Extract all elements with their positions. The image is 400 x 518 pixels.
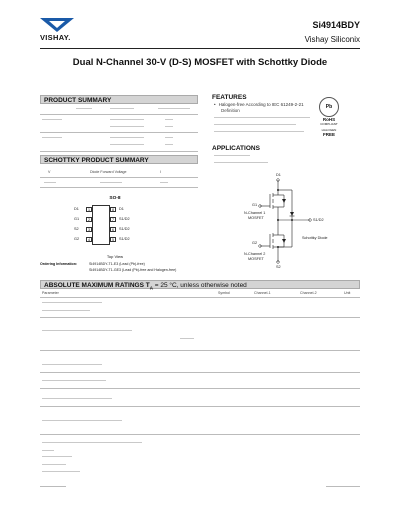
pin-4: 4 bbox=[88, 238, 90, 242]
schem-schottky: Schottky Diode bbox=[302, 236, 328, 240]
features-heading: FEATURES bbox=[212, 94, 247, 101]
page-title: Dual N-Channel 30-V (D-S) MOSFET with Schottky Diode bbox=[72, 57, 328, 68]
pin-2-label: G1 bbox=[74, 217, 80, 221]
top-view-caption: Top View bbox=[106, 254, 124, 259]
pin-3-label: S2 bbox=[74, 227, 79, 231]
schottky-summary-heading: SCHOTTKY PRODUCT SUMMARY bbox=[44, 157, 149, 164]
schem-g2: G2 bbox=[252, 241, 258, 245]
pin-6-label: S1/D2 bbox=[119, 227, 130, 231]
ordering-line-1: Si4914BDY-T1-E3 (Lead (Pb)-free) bbox=[89, 262, 145, 266]
halogen-label: HALOGEN bbox=[321, 128, 337, 132]
col-channel-2: Channel-2 bbox=[300, 291, 317, 295]
schottky-summary-bar bbox=[40, 155, 198, 164]
ordering-label: Ordering Information: bbox=[40, 262, 78, 266]
vendor-name: Vishay Siliconix bbox=[304, 35, 360, 44]
schem-d1: D1 bbox=[276, 173, 281, 177]
schem-ch1: N-Channel 1 bbox=[244, 211, 266, 215]
abs-max-ta-sub: A bbox=[149, 285, 153, 291]
schem-ch2: N-Channel 2 bbox=[244, 252, 266, 256]
header-rule bbox=[40, 48, 360, 49]
package-name: SO-8 bbox=[109, 196, 121, 201]
pin-2: 2 bbox=[88, 218, 90, 222]
vishay-logo-icon bbox=[40, 18, 74, 32]
pin-5: 5 bbox=[112, 238, 114, 242]
abs-max-heading: ABSOLUTE MAXIMUM RATINGS bbox=[44, 282, 144, 289]
col-unit: Unit bbox=[344, 291, 351, 295]
col-parameter: Parameter bbox=[42, 291, 59, 295]
schem-ch1-b: MOSFET bbox=[248, 216, 264, 220]
part-number: Si4914BDY bbox=[312, 20, 360, 30]
rohs-badge bbox=[318, 97, 340, 137]
free-label: FREE bbox=[322, 132, 335, 137]
col-symbol: Symbol bbox=[218, 291, 230, 295]
abs-max-bar bbox=[40, 280, 360, 289]
pin-4-label: G2 bbox=[74, 237, 80, 241]
pin-1: 1 bbox=[88, 208, 90, 212]
feature-item-halogen: • Halogen-free According to IEC 61249-2-21 bbox=[214, 102, 304, 107]
schottky-col-if: I bbox=[160, 170, 161, 174]
schem-s1d2: S1/D2 bbox=[313, 218, 324, 222]
pin-7: 7 bbox=[112, 218, 114, 222]
applications-heading: APPLICATIONS bbox=[212, 145, 260, 152]
schottky-col-forward: Diode Forward Voltage bbox=[90, 170, 127, 174]
pin-7-label: S1/D2 bbox=[119, 217, 130, 221]
pin-8: 8 bbox=[112, 208, 114, 212]
abs-max-table-body bbox=[40, 298, 360, 483]
schem-ch2-b: MOSFET bbox=[248, 257, 264, 261]
logo-text: VISHAY. bbox=[40, 33, 71, 42]
pb-free-icon: Pb bbox=[319, 97, 339, 117]
product-summary-bar bbox=[40, 95, 198, 104]
schem-s2: S2 bbox=[276, 265, 281, 269]
ordering-line-2: Si4914BDY-T1-GE3 (Lead (Pb)-free and Halogen-free) bbox=[89, 268, 177, 272]
pin-1-label: D1 bbox=[74, 207, 79, 211]
schottky-col-voltage: V bbox=[48, 170, 51, 174]
pin-3: 3 bbox=[88, 228, 90, 232]
rohs-label: RoHS bbox=[322, 117, 336, 122]
rohs-compliant: COMPLIANT bbox=[320, 122, 338, 126]
product-summary-table bbox=[40, 106, 198, 154]
vishay-logo bbox=[40, 18, 74, 42]
abs-max-ta: T bbox=[145, 282, 150, 289]
pin-6: 6 bbox=[112, 228, 114, 232]
pin-5-label: S1/D2 bbox=[119, 237, 130, 241]
col-channel-1: Channel-1 bbox=[254, 291, 271, 295]
schem-g1: G1 bbox=[252, 203, 258, 207]
so8-package-body bbox=[92, 205, 110, 245]
product-summary-heading: PRODUCT SUMMARY bbox=[44, 97, 112, 104]
schottky-divider bbox=[40, 177, 198, 178]
pin-8-label: D1 bbox=[119, 207, 124, 211]
abs-max-condition: = 25 °C, unless otherwise noted bbox=[154, 282, 247, 289]
feature-item-definition: Definition bbox=[221, 108, 240, 113]
